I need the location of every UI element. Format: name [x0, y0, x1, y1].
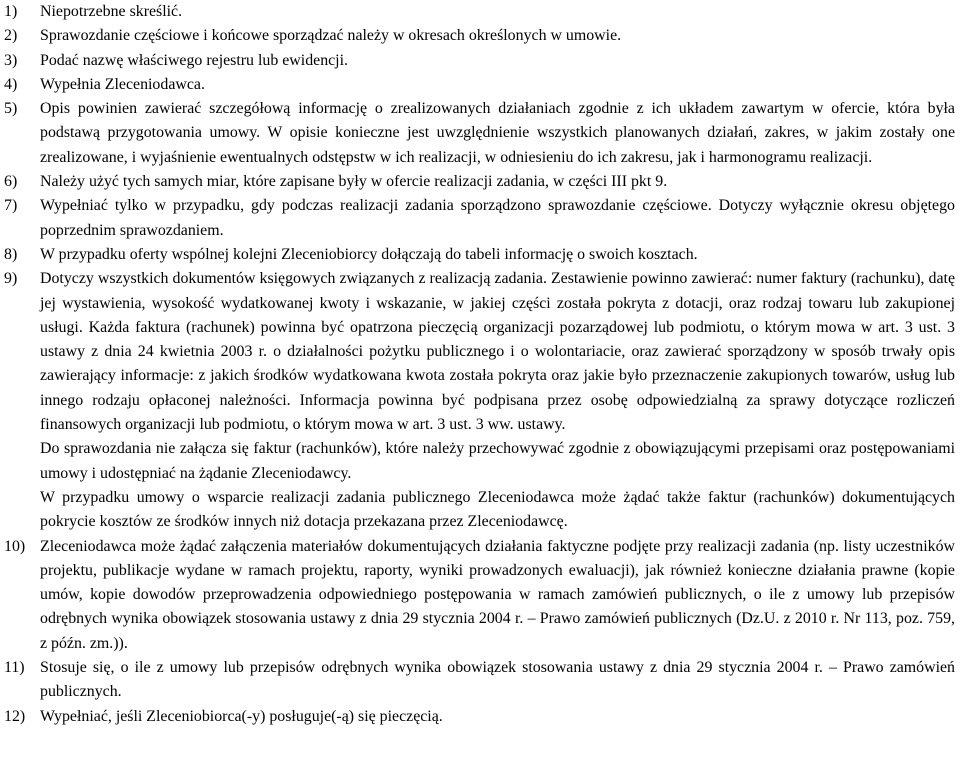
footnote-number: 11): [4, 659, 25, 677]
footnote-number: 5): [4, 100, 18, 118]
footnote-text: [40, 705, 955, 729]
footnote-list: [4, 0, 955, 729]
footnote-number: 6): [4, 173, 18, 191]
footnote-paragraph: W przypadku umowy o wsparcie realizacji zadania publicznego Zleceniodawca może żądać także faktur (rachunków) dokumentujących pokrycie kosztów ze środków innych niż dotacja przekazana przez Zleceniodawcę.: [40, 488, 955, 531]
footnote-6: [4, 170, 955, 194]
footnote-10: [4, 535, 955, 656]
footnote-paragraph: Do sprawozdania nie załącza się faktur (rachunków), które należy przechowywać zgodnie z obowiązującymi przepisami oraz postępowaniami umowy i udostępniać na żądanie Zleceniodawcy.: [40, 440, 955, 482]
footnote-paragraph: Stosuje się, o ile z umowy lub przepisów odrębnych wynika obowiązek stosowania ustawy z dnia 29 stycznia 2004 r. – Prawo zamówień publicznych.: [40, 659, 955, 701]
footnote-number: 7): [4, 197, 18, 215]
footnote-text: [40, 73, 955, 97]
footnote-paragraph: Sprawozdanie częściowe i końcowe sporządzać należy w okresach określonych w umowie.: [40, 27, 622, 45]
footnote-paragraph: Niepotrzebne skreślić.: [40, 3, 183, 20]
footnote-number: 4): [4, 75, 18, 93]
footnote-paragraph: Wypełniać, jeśli Zleceniobiorca(-y) posługuje(-ą) się pieczęcią.: [40, 707, 443, 725]
footnote-2: [4, 24, 955, 48]
footnote-text: [40, 535, 955, 656]
footnote-4: [4, 73, 955, 97]
footnote-paragraph: W przypadku oferty wspólnej kolejni Zleceniobiorcy dołączają do tabeli informację o swoich kosztach.: [40, 245, 698, 263]
footnote-text: [40, 170, 955, 194]
footnote-paragraph: Wypełniać tylko w przypadku, gdy podczas realizacji zadania sporządzono sprawozdanie częściowe. Dotyczy wyłącznie okresu objętego poprzednim sprawozdaniem.: [40, 197, 955, 239]
footnote-number: 10): [4, 537, 26, 555]
footnote-11: [4, 656, 955, 705]
footnote-number: 9): [4, 270, 18, 288]
footnote-text: [40, 0, 955, 24]
footnote-text: [40, 49, 955, 73]
footnote-text: [40, 267, 955, 534]
footnote-text: [40, 656, 955, 705]
footnote-paragraph: Podać nazwę właściwego rejestru lub ewidencji.: [40, 51, 348, 69]
footnote-number: 12): [4, 707, 26, 725]
footnote-9: [4, 267, 955, 534]
footnote-paragraph: Opis powinien zawierać szczegółową informację o zrealizowanych działaniach zgodnie z ich układem zawartym w ofercie, która była podstawą przygotowania umowy. W opisie konieczne jest uwzględnienie wszystkich planowanych działań, zakres, w jakim zostały one zrealizowane, i wyjaśnienie ewentualnych odstępstw w ich realizacji, w odniesieniu do ich zakresu, jak i harmonogramu realizacji.: [40, 100, 955, 166]
footnote-5: [4, 97, 955, 170]
footnote-text: [40, 97, 955, 170]
footnote-number: 8): [4, 245, 18, 263]
footnote-7: [4, 194, 955, 243]
footnote-text: [40, 194, 955, 243]
footnote-1: [4, 0, 955, 24]
footnote-text: [40, 243, 955, 267]
footnote-paragraph: Należy użyć tych samych miar, które zapisane były w ofercie realizacji zadania, w części III pkt 9.: [40, 173, 668, 191]
footnote-number: 3): [4, 51, 18, 69]
footnote-number: 1): [4, 3, 18, 20]
footnote-3: [4, 49, 955, 73]
footnote-paragraph: Zleceniodawca może żądać załączenia materiałów dokumentujących działania faktyczne podjęte przy realizacji zadania (np. listy uczestników projektu, publikacje wydane w ramach projektu, raporty, wyniki prowadzonych ewaluacji), jak również konieczne działania prawne (kopie umów, kopie dowodów przeprowadzenia odpowiedniego postępowania w ramach zamówień publicznych, o ile z umowy lub przepisów odrębnych wynika obowiązek stosowania ustawy z dnia 29 stycznia 2004 r. – Prawo zamówień publicznych (Dz.U. z 2010 r. Nr 113, poz. 759, z późn. zm.)).: [40, 537, 955, 652]
footnote-12: [4, 705, 955, 729]
footnote-paragraph: Wypełnia Zleceniodawca.: [40, 75, 205, 93]
footnote-8: [4, 243, 955, 267]
footnote-number: 2): [4, 27, 18, 45]
footnote-paragraph: Dotyczy wszystkich dokumentów księgowych związanych z realizacją zadania. Zestawienie powinno zawierać: numer faktury (rachunku), datę jej wystawienia, wysokość wydatkowanej kwoty i wskazanie, w jakiej części została pokryta z dotacji, oraz rodzaj towaru lub zakupionej usługi. Każda faktura (rachunek) powinna być opatrzona pieczęcią organizacji pozarządowej lub podmiotu, o którym mowa w art. 3 ust. 3 ustawy z dnia 24 kwietnia 2003 r. o działalności pożytku publicznego i o wolontariacie, oraz zawierać sporządzony w sposób trwały opis zawierający informacje: z jakich środków wydatkowana kwota została pokryta oraz jakie było przeznaczenie zakupionych towarów, usług lub innego rodzaju opłaconej należności. Informacja powinna być podpisana przez osobę odpowiedzialną za sprawy dotyczące rozliczeń finansowych organizacji lub podmiotu, o którym mowa w art. 3 ust. 3 ww. ustawy.: [40, 270, 955, 434]
footnote-text: [40, 24, 955, 48]
